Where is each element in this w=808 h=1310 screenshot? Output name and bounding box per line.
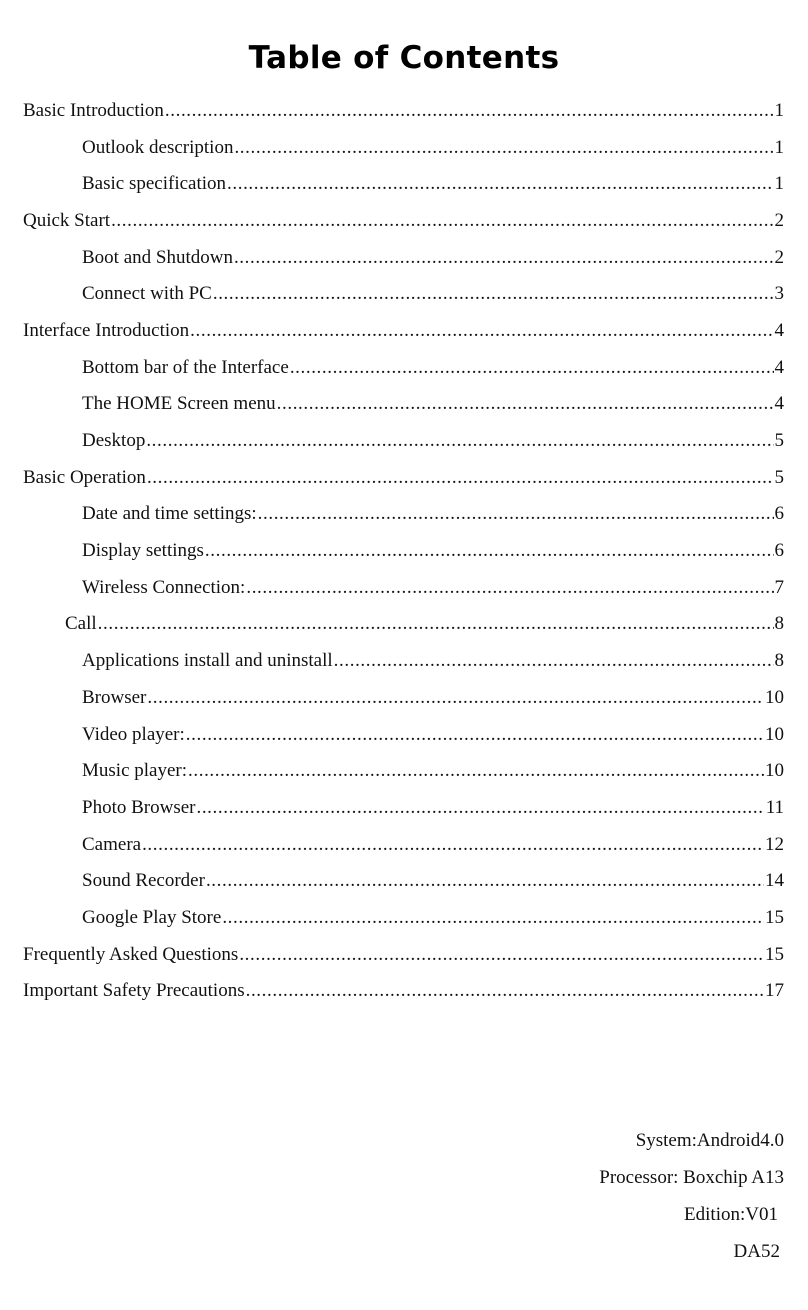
toc-entry-title: Desktop xyxy=(82,430,146,452)
toc-page-number: 15 xyxy=(765,906,784,928)
toc-dot-leader xyxy=(190,321,773,340)
toc-page-number: 7 xyxy=(774,576,784,598)
processor-info: Processor: Boxchip A13 xyxy=(599,1167,784,1188)
toc-page-number: 12 xyxy=(765,833,784,855)
toc-entry[interactable] xyxy=(0,936,808,973)
toc-entry[interactable] xyxy=(0,899,808,936)
toc-entry-title: Basic specification xyxy=(82,173,227,195)
toc-entry-title: Browser xyxy=(82,686,147,708)
toc-entry-title: Camera xyxy=(82,833,142,855)
toc-dot-leader xyxy=(222,908,764,927)
toc-dot-leader xyxy=(146,431,773,450)
toc-dot-leader xyxy=(205,541,774,560)
toc-page-number: 1 xyxy=(774,136,784,158)
toc-page-number: 2 xyxy=(774,209,784,231)
page-title: Table of Contents xyxy=(248,40,560,76)
toc-entry[interactable] xyxy=(0,349,808,386)
table-of-contents xyxy=(0,92,808,1009)
toc-entry-title: Connect with PC xyxy=(82,283,212,305)
toc-page-number: 1 xyxy=(774,173,784,195)
toc-entry[interactable] xyxy=(0,92,808,129)
toc-entry-title: Frequently Asked Questions xyxy=(23,943,239,965)
toc-entry-title: Call xyxy=(65,613,97,635)
toc-entry[interactable] xyxy=(0,606,808,643)
toc-entry[interactable] xyxy=(0,973,808,1010)
toc-entry[interactable] xyxy=(0,202,808,239)
toc-page-number: 5 xyxy=(774,466,784,488)
toc-dot-leader xyxy=(277,394,774,413)
toc-page-number: 1 xyxy=(774,99,784,121)
toc-entry[interactable] xyxy=(0,459,808,496)
toc-entry-title: Bottom bar of the Interface xyxy=(82,356,289,378)
toc-entry-title: The HOME Screen menu xyxy=(82,393,276,415)
toc-page-number: 10 xyxy=(765,686,784,708)
toc-entry-title: Applications install and uninstall xyxy=(82,650,333,672)
toc-page-number: 5 xyxy=(774,430,784,452)
device-info xyxy=(599,1122,784,1270)
toc-dot-leader xyxy=(111,211,773,230)
toc-dot-leader xyxy=(227,174,773,193)
toc-dot-leader xyxy=(213,284,774,303)
toc-dot-leader xyxy=(142,835,764,854)
toc-entry[interactable] xyxy=(0,312,808,349)
toc-entry[interactable] xyxy=(0,129,808,166)
toc-page-number: 10 xyxy=(765,760,784,782)
toc-dot-leader xyxy=(98,614,774,633)
toc-entry-title: Boot and Shutdown xyxy=(82,246,233,268)
toc-dot-leader xyxy=(239,945,764,964)
toc-entry-title: Date and time settings: xyxy=(82,503,257,525)
toc-entry[interactable] xyxy=(0,422,808,459)
toc-page-number: 8 xyxy=(774,613,784,635)
toc-entry-title: Sound Recorder xyxy=(82,870,205,892)
toc-dot-leader xyxy=(234,138,773,157)
toc-dot-leader xyxy=(234,248,774,267)
toc-dot-leader xyxy=(186,725,764,744)
toc-page-number: 10 xyxy=(765,723,784,745)
toc-dot-leader xyxy=(147,468,774,487)
toc-entry-title: Important Safety Precautions xyxy=(23,980,245,1002)
toc-entry[interactable] xyxy=(0,826,808,863)
toc-page-number: 4 xyxy=(774,393,784,415)
toc-entry[interactable] xyxy=(0,679,808,716)
toc-entry[interactable] xyxy=(0,642,808,679)
toc-page-number: 15 xyxy=(765,943,784,965)
toc-page-number: 6 xyxy=(774,503,784,525)
toc-entry-title: Outlook description xyxy=(82,136,234,158)
toc-entry-title: Music player: xyxy=(82,760,188,782)
toc-entry-title: Video player: xyxy=(82,723,185,745)
toc-dot-leader xyxy=(246,578,773,597)
toc-entry-title: Display settings xyxy=(82,540,204,562)
toc-page-number: 4 xyxy=(774,356,784,378)
toc-dot-leader xyxy=(334,651,774,670)
toc-entry-title: Interface Introduction xyxy=(23,319,190,341)
model-number: DA52 xyxy=(733,1241,780,1262)
toc-dot-leader xyxy=(196,798,764,817)
toc-entry[interactable] xyxy=(0,496,808,533)
toc-page-number: 3 xyxy=(774,283,784,305)
toc-entry[interactable] xyxy=(0,716,808,753)
toc-dot-leader xyxy=(147,688,764,707)
toc-entry[interactable] xyxy=(0,569,808,606)
toc-entry[interactable] xyxy=(0,386,808,423)
toc-entry[interactable] xyxy=(0,789,808,826)
toc-entry-title: Basic Introduction xyxy=(23,99,164,121)
toc-entry[interactable] xyxy=(0,752,808,789)
toc-dot-leader xyxy=(246,981,764,1000)
toc-page-number: 11 xyxy=(765,796,784,818)
toc-entry[interactable] xyxy=(0,532,808,569)
toc-page-number: 14 xyxy=(765,870,784,892)
toc-entry[interactable] xyxy=(0,275,808,312)
toc-page-number: 17 xyxy=(765,980,784,1002)
toc-entry-title: Google Play Store xyxy=(82,906,222,928)
toc-dot-leader xyxy=(258,504,774,523)
toc-entry-title: Basic Operation xyxy=(23,466,146,488)
toc-entry[interactable] xyxy=(0,239,808,276)
toc-entry-title: Photo Browser xyxy=(82,796,196,818)
toc-entry[interactable] xyxy=(0,862,808,899)
toc-entry-title: Wireless Connection: xyxy=(82,576,246,598)
toc-page-number: 2 xyxy=(774,246,784,268)
toc-page-number: 6 xyxy=(774,540,784,562)
toc-entry[interactable] xyxy=(0,165,808,202)
toc-dot-leader xyxy=(188,761,764,780)
toc-dot-leader xyxy=(206,871,764,890)
toc-page-number: 4 xyxy=(774,319,784,341)
toc-dot-leader xyxy=(165,101,774,120)
toc-dot-leader xyxy=(290,358,774,377)
edition-info: Edition:V01 xyxy=(684,1204,778,1225)
system-version: System:Android4.0 xyxy=(635,1130,784,1151)
toc-entry-title: Quick Start xyxy=(23,209,111,231)
toc-page-number: 8 xyxy=(774,650,784,672)
